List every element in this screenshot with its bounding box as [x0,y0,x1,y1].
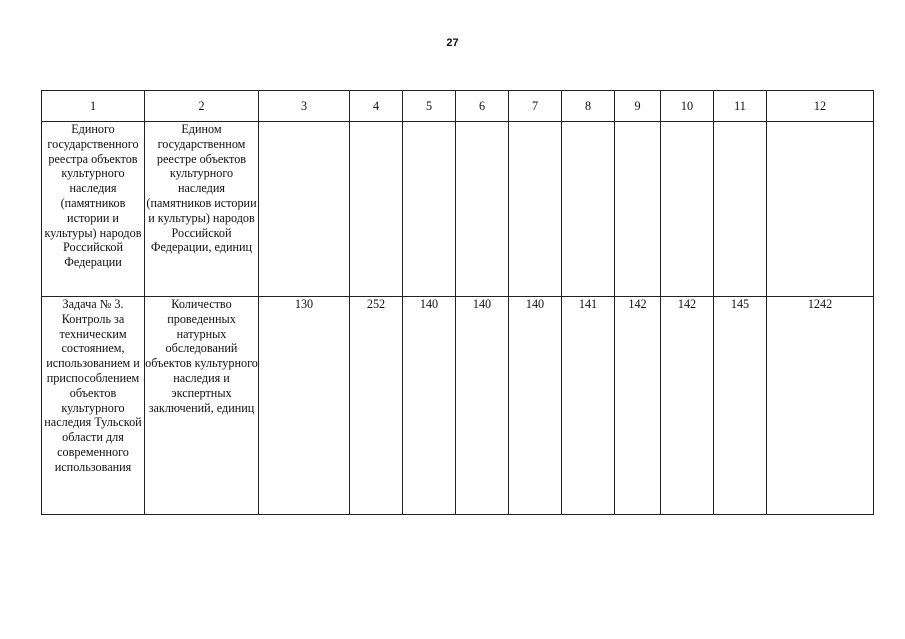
value-cell: 142 [615,297,661,515]
value-cell [767,122,874,297]
indicator-name-text: Единого государственного реестра объектов культурного наследия (памятников истории и культуры) народов Российской Федерации [44,122,142,270]
value-cell [615,122,661,297]
header-cell: 7 [509,91,562,122]
header-cell: 4 [350,91,403,122]
value-cell [403,122,456,297]
value-cell: 1242 [767,297,874,515]
value-cell: 140 [509,297,562,515]
value-cell: 130 [259,297,350,515]
value-cell [661,122,714,297]
value-cell: 140 [456,297,509,515]
indicator-name-cell [42,122,145,297]
value-cell: 140 [403,297,456,515]
value-cell [259,122,350,297]
value-cell: 141 [562,297,615,515]
header-cell: 6 [456,91,509,122]
table-row [42,297,874,515]
header-cell: 3 [259,91,350,122]
header-cell: 11 [714,91,767,122]
indicator-unit-cell [145,122,259,297]
value-cell [562,122,615,297]
header-cell: 10 [661,91,714,122]
header-cell: 5 [403,91,456,122]
task-name-text: Задача № 3. Контроль за техническим состоянием, использованием и приспособлением объектов культурного наследия Тульской области для современного использования [44,297,142,474]
value-cell [509,122,562,297]
indicator-unit-text: Едином государственном реестре объектов культурного наследия (памятников истории и культуры) народов Российской Федерации, единиц [146,122,257,255]
page-number: 27 [446,37,459,49]
header-cell: 12 [767,91,874,122]
value-cell: 142 [661,297,714,515]
header-cell: 1 [42,91,145,122]
value-cell [350,122,403,297]
header-cell: 8 [562,91,615,122]
value-cell [456,122,509,297]
table-header-row [42,91,874,122]
indicator-unit-cell [145,297,259,515]
indicator-unit-text: Количество проведенных натурных обследований объектов культурного наследия и экспертных заключений, единиц [145,297,258,415]
value-cell [714,122,767,297]
data-table [41,90,874,515]
header-cell: 2 [145,91,259,122]
value-cell: 252 [350,297,403,515]
task-name-cell [42,297,145,515]
table-row [42,122,874,297]
value-cell: 145 [714,297,767,515]
header-cell: 9 [615,91,661,122]
